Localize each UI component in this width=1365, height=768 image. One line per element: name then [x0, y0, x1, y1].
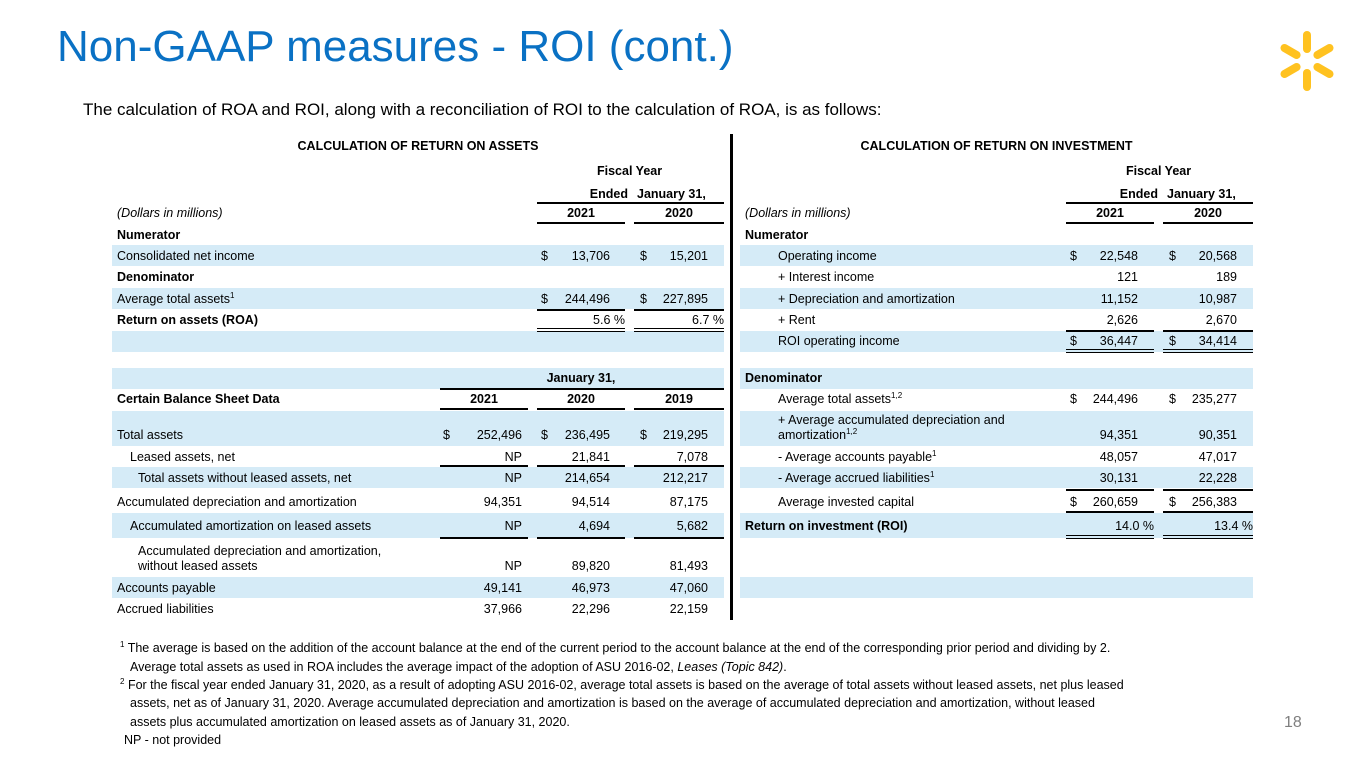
value: 37,966: [483, 602, 522, 616]
currency: $: [640, 249, 647, 263]
roa-col-2021: 2021: [567, 206, 595, 220]
footnote-2: $^2$ For the fiscal year ended January 31, 2020, as a result of adopting ASU 2016-02, average total assets is based on the average of total assets without leased assets, net plus leased: [120, 677, 1124, 692]
value: 214,654: [564, 471, 610, 485]
roa-net-income-label: Consolidated net income: [117, 249, 255, 263]
roi-numerator: Numerator: [745, 228, 809, 242]
rule: [537, 309, 625, 311]
value: 14.0 %: [1115, 519, 1154, 533]
balance-row-label: Accumulated depreciation and amortization: [117, 495, 357, 509]
roi-fiscal-year: Fiscal Year: [1126, 164, 1192, 178]
rule: [440, 388, 724, 390]
roa-col-2020: 2020: [665, 206, 693, 220]
value: 81,493: [669, 559, 708, 573]
balance-row-label: Accounts payable: [117, 581, 216, 595]
roi-col-2020: 2020: [1194, 206, 1222, 220]
rule: [634, 408, 724, 410]
currency: $: [1070, 249, 1077, 263]
value: 47,017: [1198, 450, 1237, 464]
double-rule: [634, 328, 724, 332]
rule: [634, 465, 724, 467]
value: 47,060: [669, 581, 708, 595]
currency: $: [1169, 495, 1176, 509]
roi-roi-label: Return on investment (ROI): [745, 519, 908, 533]
currency: $: [640, 428, 647, 442]
value: 219,295: [662, 428, 708, 442]
value: 13.4 %: [1214, 519, 1253, 533]
band: [112, 411, 724, 446]
currency: $: [541, 249, 548, 263]
value: 21,841: [571, 450, 610, 464]
band: [740, 577, 1253, 598]
value: 244,496: [1092, 392, 1138, 406]
roi-dep-label: + Depreciation and amortization: [778, 292, 955, 306]
balance-col-2020: 2020: [567, 392, 595, 406]
rule: [440, 408, 528, 410]
roi-avg-assets-label: Average total assets$^{1,2}$: [778, 391, 903, 406]
rule: [537, 465, 625, 467]
roa-avg-assets-label: Average total assets$^1$: [117, 291, 235, 306]
page-number: 18: [1284, 714, 1302, 731]
value: 36,447: [1099, 334, 1138, 348]
roi-avg-dep-label: amortization$^{1,2}$: [778, 427, 858, 442]
currency: $: [541, 292, 548, 306]
value: 189: [1216, 270, 1237, 284]
roi-avg-ap-label: - Average accounts payable$^1$: [778, 449, 937, 464]
balance-row-label: Total assets: [117, 428, 184, 442]
roa-roa-label: Return on assets (ROA): [117, 313, 258, 327]
value: 13,706: [571, 249, 610, 263]
roa-numerator: Numerator: [117, 228, 181, 242]
value: NP: [504, 519, 522, 533]
rule: [634, 309, 724, 311]
roa-heading: CALCULATION OF RETURN ON ASSETS: [297, 139, 539, 153]
value: 22,228: [1198, 471, 1237, 485]
value: 34,414: [1198, 334, 1237, 348]
column-divider: [730, 134, 733, 620]
value: 5.6 %: [593, 313, 625, 327]
value: 48,057: [1099, 450, 1138, 464]
rule: [440, 537, 528, 539]
value: 227,895: [662, 292, 708, 306]
band: [112, 368, 724, 389]
roi-avg-al-label: - Average accrued liabilities$^1$: [778, 470, 935, 485]
roi-avg-inv-label: Average invested capital: [778, 495, 914, 509]
balance-row-label: Accumulated depreciation and amortization,: [138, 544, 382, 558]
value: 49,141: [483, 581, 522, 595]
value: 212,217: [662, 471, 708, 485]
rule: [634, 537, 724, 539]
value: 22,548: [1099, 249, 1138, 263]
walmart-spark-icon: [1272, 30, 1342, 92]
footnote-2-cont: assets, net as of January 31, 2020. Average accumulated depreciation and amortization is based on the average of accumulated depreciation and amortization, without leased: [130, 696, 1095, 710]
roa-ended: Ended: [589, 187, 628, 201]
value: 94,351: [1099, 428, 1138, 442]
balance-col-2021: 2021: [470, 392, 498, 406]
value: 20,568: [1198, 249, 1237, 263]
roi-heading: CALCULATION OF RETURN ON INVESTMENT: [860, 139, 1133, 153]
currency: $: [640, 292, 647, 306]
roi-interest-label: + Interest income: [778, 270, 875, 284]
balance-col-2019: 2019: [665, 392, 693, 406]
roi-ended: Ended: [1119, 187, 1158, 201]
footnote-np: NP - not provided: [124, 733, 222, 747]
value: 2,626: [1106, 313, 1138, 327]
currency: $: [541, 428, 548, 442]
footnote-1: $^1$ The average is based on the addition of the account balance at the end of the current period to the account balance at the end of the corresponding prior period and dividing by 2.: [120, 640, 1111, 655]
value: 6.7 %: [692, 313, 724, 327]
value: 90,351: [1198, 428, 1237, 442]
balance-row-label: without leased assets: [138, 559, 258, 573]
rule: [1163, 489, 1253, 491]
rule: [537, 537, 625, 539]
roi-op-income-label: Operating income: [778, 249, 877, 263]
value: NP: [504, 471, 522, 485]
currency: $: [1070, 392, 1077, 406]
roi-ended-date: January 31,: [1167, 187, 1236, 201]
rule: [1066, 489, 1154, 491]
value: 11,152: [1100, 292, 1138, 306]
balance-date-header: January 31,: [546, 371, 616, 385]
value: 87,175: [669, 495, 708, 509]
currency: $: [1070, 495, 1077, 509]
page-title: Non-GAAP measures - ROI (cont.): [57, 22, 734, 71]
value: NP: [504, 450, 522, 464]
value: 46,973: [571, 581, 610, 595]
value: 15,201: [669, 249, 708, 263]
value: 89,820: [571, 559, 610, 573]
currency: $: [1169, 334, 1176, 348]
balance-row-label: Leased assets, net: [130, 450, 235, 464]
value: 5,682: [676, 519, 708, 533]
value: 236,495: [564, 428, 610, 442]
value: 30,131: [1099, 471, 1138, 485]
double-rule: [1163, 349, 1253, 353]
rule: [1163, 222, 1253, 224]
page-subtitle: The calculation of ROA and ROI, along with a reconciliation of ROI to the calculation of ROA, is as follows:: [83, 100, 882, 119]
roa-ended-date: January 31,: [637, 187, 706, 201]
value: 7,078: [676, 450, 708, 464]
roi-col-2021: 2021: [1096, 206, 1124, 220]
value: 235,277: [1191, 392, 1237, 406]
currency: $: [1169, 249, 1176, 263]
roi-avg-dep-label: + Average accumulated depreciation and: [778, 413, 1005, 427]
rule: [1163, 511, 1253, 513]
double-rule: [537, 328, 625, 332]
rule: [1163, 330, 1253, 332]
double-rule: [1066, 535, 1154, 539]
roi-denominator: Denominator: [745, 371, 823, 385]
balance-row-label: Accumulated amortization on leased assets: [130, 519, 372, 533]
value: 94,351: [483, 495, 522, 509]
roi-dollars-label: (Dollars in millions): [745, 206, 851, 220]
rule: [1066, 222, 1154, 224]
currency: $: [1169, 392, 1176, 406]
value: 260,659: [1092, 495, 1138, 509]
band: [112, 331, 724, 352]
value: 2,670: [1205, 313, 1237, 327]
currency: $: [443, 428, 450, 442]
value: 252,496: [476, 428, 522, 442]
balance-row-label: Total assets without leased assets, net: [138, 471, 352, 485]
value: 121: [1117, 270, 1138, 284]
rule: [537, 408, 625, 410]
value: 4,694: [578, 519, 610, 533]
value: 256,383: [1191, 495, 1237, 509]
rule: [440, 465, 528, 467]
roi-rent-label: + Rent: [778, 313, 816, 327]
value: 22,296: [571, 602, 610, 616]
currency: $: [1070, 334, 1077, 348]
balance-row-label: Accrued liabilities: [117, 602, 214, 616]
rule: [1066, 202, 1253, 204]
roa-dollars-label: (Dollars in millions): [117, 206, 223, 220]
double-rule: [1066, 349, 1154, 353]
value: 22,159: [669, 602, 708, 616]
value: 94,514: [571, 495, 610, 509]
footnote-1-cont: Average total assets as used in ROA includes the average impact of the adoption of ASU 2016-02, Leases (Topic 842).: [130, 660, 787, 674]
rule: [1066, 330, 1154, 332]
roi-op-total-label: ROI operating income: [778, 334, 900, 348]
double-rule: [1163, 535, 1253, 539]
value: 10,987: [1198, 292, 1237, 306]
footnote-2-cont: assets plus accumulated amortization on leased assets as of January 31, 2020.: [130, 715, 570, 729]
rule: [537, 222, 625, 224]
roa-fiscal-year: Fiscal Year: [597, 164, 663, 178]
value: 244,496: [564, 292, 610, 306]
rule: [537, 202, 724, 204]
rule: [1066, 511, 1154, 513]
value: NP: [504, 559, 522, 573]
rule: [634, 222, 724, 224]
roa-denominator: Denominator: [117, 270, 195, 284]
balance-heading: Certain Balance Sheet Data: [117, 392, 280, 406]
